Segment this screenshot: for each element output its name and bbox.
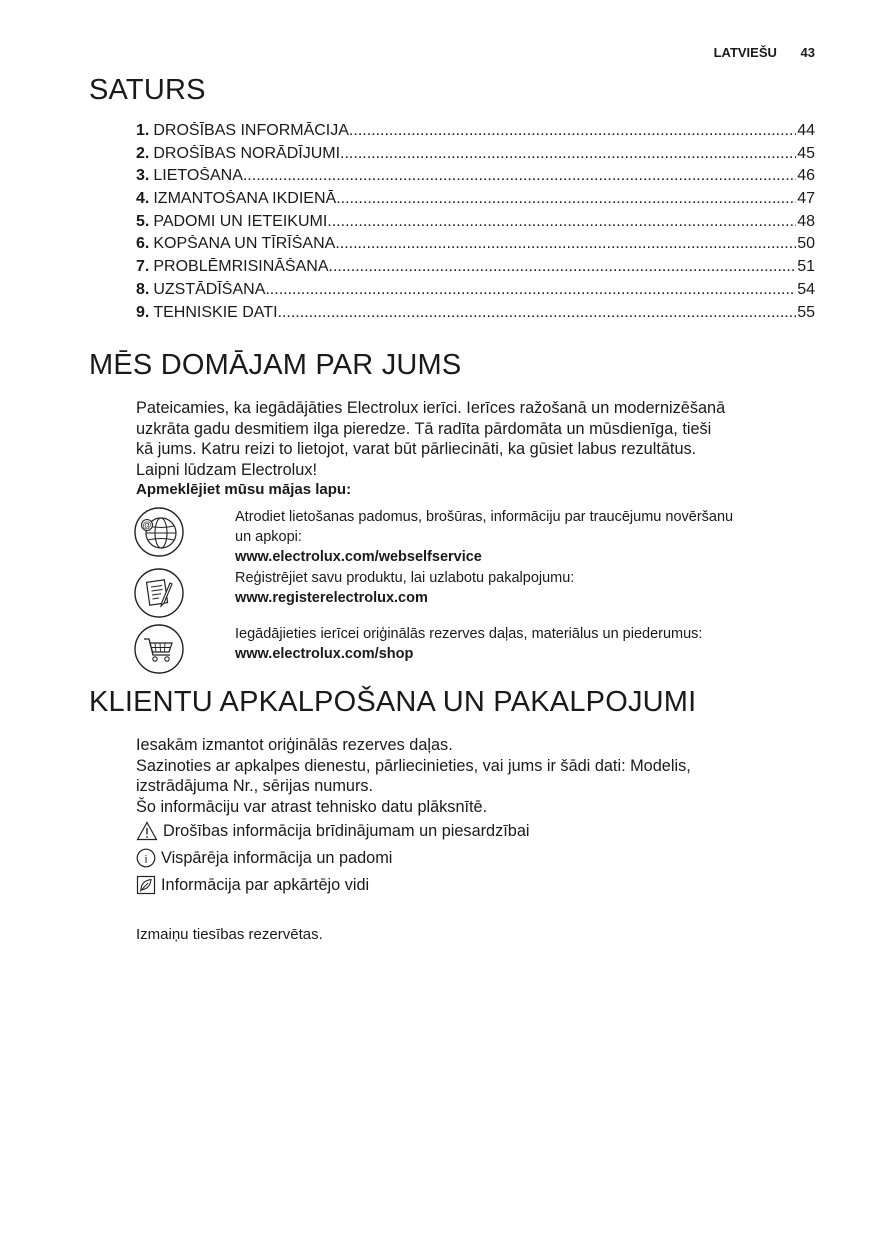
toc-item-number: 2. (136, 144, 150, 162)
toc-dots (340, 145, 796, 163)
link-description (235, 507, 825, 567)
toc-item-page: 45 (797, 144, 815, 162)
toc-item[interactable] (136, 281, 815, 304)
toc-dots (335, 235, 796, 253)
legend-item-safety (136, 821, 530, 841)
service-line: Šo informāciju var atrast tehnisko datu plāksnītē. (136, 797, 488, 816)
toc-item-number: 5. (136, 212, 150, 230)
toc-dots (278, 304, 797, 322)
toc-dots (265, 281, 796, 299)
service-paragraph (136, 735, 826, 817)
toc-item-label: PADOMI UN IETEIKUMI (153, 212, 328, 230)
toc-item-number: 8. (136, 280, 150, 298)
toc-item-page: 55 (797, 303, 815, 321)
toc-item-number: 9. (136, 303, 150, 321)
service-line: izstrādājuma Nr., sērijas numurs. (136, 777, 374, 796)
link-text-line: Atrodiet lietošanas padomus, brošūras, informāciju par traucējumu novēršanu (235, 509, 734, 525)
register-link[interactable]: www.registerelectrolux.com (235, 590, 428, 606)
legend-text: Informācija par apkārtējo vidi (161, 875, 370, 894)
intro-line: Pateicamies, ka iegādājāties Electrolux ierīci. Ierīces ražošanā un modernizēšanā (136, 399, 726, 417)
page-number: 43 (800, 45, 815, 60)
toc-item[interactable] (136, 167, 815, 190)
toc-item-label: UZSTĀDĪŠANA (153, 280, 266, 298)
webselfservice-link[interactable]: www.electrolux.com/webselfservice (235, 549, 482, 565)
svg-text:i: i (144, 851, 148, 866)
legend-item-environment (136, 875, 369, 895)
legend-text: Drošības informācija brīdinājumam un piesardzībai (163, 821, 530, 840)
intro-line: kā jums. Katru reizi to lietojot, varat būt pārliecināti, ka gūsiet labus rezultātus. (136, 440, 697, 459)
toc-dots (327, 213, 796, 231)
toc-item-label: DROŠĪBAS NORĀDĪJUMI (153, 144, 341, 162)
rights-reserved-note: Izmaiņu tiesības rezervētas. (136, 926, 323, 943)
intro-title: MĒS DOMĀJAM PAR JUMS (89, 349, 462, 381)
toc-item-page: 54 (797, 280, 815, 298)
link-text-line: Iegādājieties ierīcei oriģinālās rezerves daļas, materiālus un piederumus: (235, 626, 703, 642)
toc-item-label: LIETOŠANA (153, 167, 243, 185)
globe-icon (134, 507, 184, 557)
toc-dots (349, 122, 796, 140)
toc-title: SATURS (89, 74, 206, 106)
legend-text: Vispārēja informācija un padomi (161, 848, 393, 867)
toc-item-label: TEHNISKIE DATI (153, 303, 278, 321)
toc-item-page: 46 (797, 167, 815, 185)
toc-item[interactable] (136, 122, 815, 145)
register-icon (134, 568, 184, 618)
toc-dots (243, 167, 796, 185)
toc-item[interactable] (136, 190, 815, 213)
link-description (235, 568, 825, 608)
toc-item-number: 7. (136, 258, 150, 276)
toc-item[interactable] (136, 213, 815, 236)
toc-item[interactable] (136, 235, 815, 258)
toc-item-page: 44 (797, 122, 815, 139)
visit-label: Apmeklējiet mūsu mājas lapu: (136, 481, 352, 498)
toc-item[interactable] (136, 258, 815, 281)
toc-item[interactable] (136, 304, 815, 327)
toc-item-page: 48 (797, 212, 815, 230)
service-line: Iesakām izmantot oriģinālās rezerves daļas. (136, 736, 453, 754)
toc-item[interactable] (136, 145, 815, 168)
intro-line: uzkrāta gadu desmitiem ilga pieredze. Tā radīta pārdomāta un mūsdienīga, tieši (136, 419, 712, 438)
warning-icon (136, 821, 158, 841)
toc-item-number: 6. (136, 235, 150, 253)
toc-dots (329, 258, 797, 276)
link-text-line: Reģistrējiet savu produktu, lai uzlabotu pakalpojumu: (235, 570, 575, 586)
toc-item-label: DROŠĪBAS INFORMĀCIJA (153, 122, 349, 139)
link-text-line: un apkopi: (235, 529, 302, 545)
table-of-contents (136, 122, 815, 326)
info-icon (136, 848, 156, 868)
language-label: LATVIEŠU (713, 45, 777, 60)
link-description (235, 624, 825, 664)
toc-item-number: 4. (136, 190, 150, 208)
shopping-cart-icon (134, 624, 184, 674)
leaf-icon (136, 875, 156, 895)
shop-link[interactable]: www.electrolux.com/shop (235, 646, 414, 662)
service-title: KLIENTU APKALPOŠANA UN PAKALPOJUMI (89, 686, 697, 718)
toc-item-page: 50 (797, 235, 815, 253)
toc-dots (336, 190, 796, 208)
toc-item-page: 47 (797, 190, 815, 208)
toc-item-number: 3. (136, 167, 150, 185)
toc-item-label: PROBLĒMRISINĀŠANA (153, 258, 329, 276)
toc-item-number: 1. (136, 122, 150, 139)
toc-item-label: KOPŠANA UN TĪRĪŠANA (153, 235, 336, 253)
toc-item-page: 51 (797, 258, 815, 276)
svg-text:@: @ (142, 520, 152, 530)
toc-item-label: IZMANTOŠANA IKDIENĀ (153, 190, 337, 208)
service-line: Sazinoties ar apkalpes dienestu, pārliecinieties, vai jums ir šādi dati: Modelis, (136, 756, 691, 775)
intro-line: Laipni lūdzam Electrolux! (136, 460, 317, 479)
intro-paragraph (136, 398, 826, 480)
legend-item-info (136, 848, 392, 868)
page-header (714, 45, 815, 60)
